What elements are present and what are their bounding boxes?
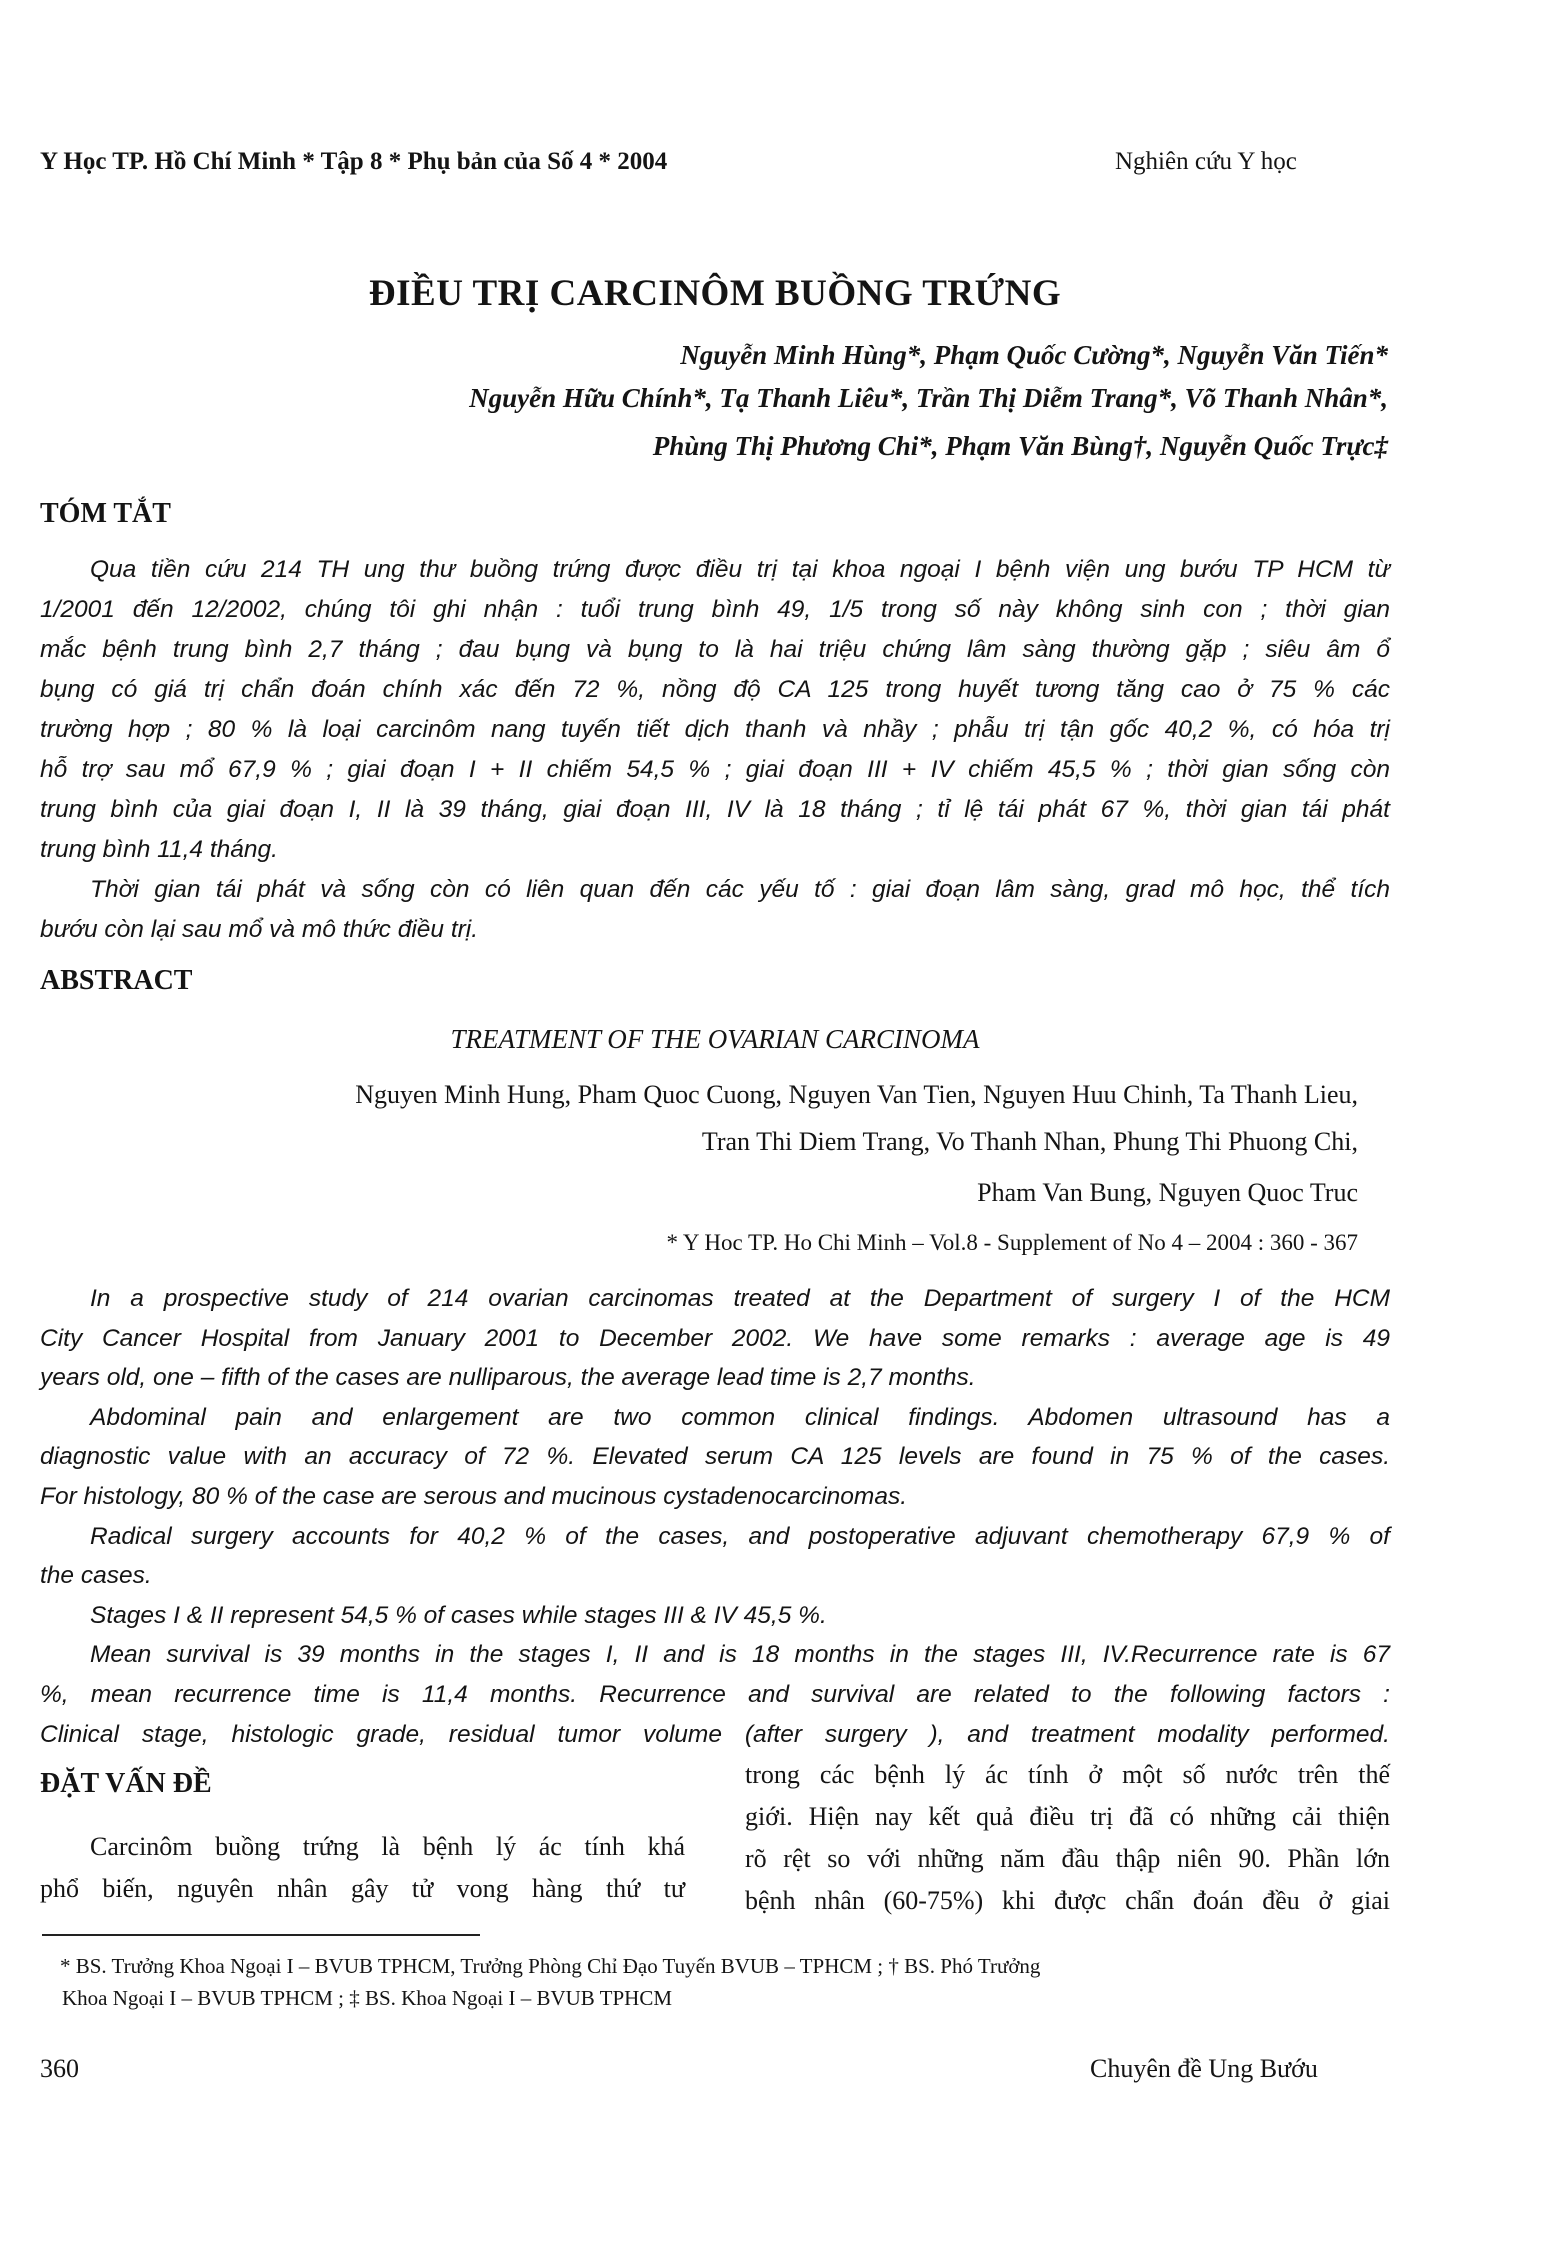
abstract-en-body bbox=[40, 1279, 1390, 1754]
intro-left-column bbox=[40, 1826, 685, 1910]
text-line: City Cancer Hospital from January 2001 to December 2002. We have some remarks : average age is 49 bbox=[40, 1324, 1390, 1352]
abstract-heading: ABSTRACT bbox=[40, 965, 193, 996]
text-line: hỗ trợ sau mổ 67,9 % ; giai đoạn I + II chiếm 54,5 % ; giai đoạn III + IV chiếm 45,5 % ; thời gian sống còn bbox=[40, 756, 1390, 783]
text-line: Qua tiền cứu 214 TH ung thư buồng trứng được điều trị tại khoa ngoại I bệnh viện ung bướu TP HCM từ bbox=[90, 556, 1390, 583]
author-line-en: Nguyen Minh Hung, Pham Quoc Cuong, Nguyen Van Tien, Nguyen Huu Chinh, Ta Thanh Lieu, bbox=[355, 1080, 1358, 1109]
journal-header: Y Học TP. Hồ Chí Minh * Tập 8 * Phụ bản của Số 4 * 2004 bbox=[40, 148, 668, 175]
text-line: Abdominal pain and enlargement are two common clinical findings. Abdomen ultrasound has a bbox=[90, 1403, 1390, 1431]
text-line: Mean survival is 39 months in the stages I, II and is 18 months in the stages III, IV.Recurrence rate is 67 bbox=[90, 1641, 1390, 1669]
text-line: diagnostic value with an accuracy of 72 %. Elevated serum CA 125 levels are found in 75 % of the cases. bbox=[40, 1443, 1390, 1471]
text-line: bụng có giá trị chẩn đoán chính xác đến 72 %, nồng độ CA 125 trong huyết tương tăng cao ở 75 % các bbox=[40, 676, 1390, 703]
footnote-rule bbox=[42, 1934, 480, 1936]
text-line: trung bình 11,4 tháng. bbox=[40, 836, 278, 863]
footer-topic: Chuyên đề Ung Bướu bbox=[1090, 2054, 1318, 2083]
author-line-en: Pham Van Bung, Nguyen Quoc Truc bbox=[977, 1178, 1358, 1207]
citation: * Y Hoc TP. Ho Chi Minh – Vol.8 - Supplement of No 4 – 2004 : 360 - 367 bbox=[666, 1230, 1358, 1255]
footnote-line: * BS. Trưởng Khoa Ngoại I – BVUB TPHCM, Trưởng Phòng Chỉ Đạo Tuyến BVUB – TPHCM ; † BS. Phó Trưởng bbox=[60, 1954, 1041, 1978]
text-line: Radical surgery accounts for 40,2 % of the cases, and postoperative adjuvant chemotherapy 67,9 % of bbox=[90, 1522, 1390, 1550]
text-line: Stages I & II represent 54,5 % of cases while stages III & IV 45,5 %. bbox=[90, 1601, 827, 1629]
section-header: Nghiên cứu Y học bbox=[1115, 148, 1297, 175]
author-line-en: Tran Thi Diem Trang, Vo Thanh Nhan, Phung Thi Phuong Chi, bbox=[701, 1127, 1358, 1156]
page-number: 360 bbox=[40, 2054, 79, 2083]
text-line: In a prospective study of 214 ovarian carcinomas treated at the Department of surgery I of the HCM bbox=[90, 1285, 1390, 1312]
intro-heading: ĐẶT VẤN ĐỀ bbox=[40, 1768, 212, 1799]
text-line: %, mean recurrence time is 11,4 months. Recurrence and survival are related to the following factors : bbox=[40, 1680, 1390, 1708]
text-line: mắc bệnh trung bình 2,7 tháng ; đau bụng và bụng to là hai triệu chứng lâm sàng thường gặp ; siêu âm ổ bbox=[40, 636, 1390, 663]
author-line: Phùng Thị Phương Chi*, Phạm Văn Bùng†, Nguyễn Quốc Trực‡ bbox=[652, 431, 1388, 461]
text-line: bướu còn lại sau mổ và mô thức điều trị. bbox=[40, 916, 479, 943]
author-line: Nguyễn Hữu Chính*, Tạ Thanh Liêu*, Trần Thị Diễm Trang*, Võ Thanh Nhân*, bbox=[469, 383, 1388, 413]
summary-heading: TÓM TẮT bbox=[40, 498, 171, 529]
footnote-line: Khoa Ngoại I – BVUB TPHCM ; ‡ BS. Khoa Ngoại I – BVUB TPHCM bbox=[62, 1986, 673, 2010]
text-line: Thời gian tái phát và sống còn có liên quan đến các yếu tố : giai đoạn lâm sàng, grad mô học, thể tích bbox=[90, 876, 1390, 903]
text-line: years old, one – fifth of the cases are nulliparous, the average lead time is 2,7 months. bbox=[40, 1364, 976, 1392]
text-line: trường hợp ; 80 % là loại carcinôm nang tuyến tiết dịch thanh và nhầy ; phẫu trị tận gốc 40,2 %, có hóa trị bbox=[40, 716, 1390, 743]
article-title: ĐIỀU TRỊ CARCINÔM BUỒNG TRỨNG bbox=[368, 273, 1062, 314]
text-line: trung bình của giai đoạn I, II là 39 tháng, giai đoạn III, IV là 18 tháng ; tỉ lệ tái phát 67 %, thời gian tái phát bbox=[40, 796, 1390, 823]
text-line: rõ rệt so với những năm đầu thập niên 90. Phần lớn bbox=[745, 1844, 1390, 1873]
text-line: 1/2001 đến 12/2002, chúng tôi ghi nhận : tuổi trung bình 49, 1/5 trong số này không sinh con ; thời gian bbox=[40, 596, 1390, 623]
abstract-title: TREATMENT OF THE OVARIAN CARCINOMA bbox=[450, 1024, 980, 1054]
text-line: For histology, 80 % of the case are serous and mucinous cystadenocarcinomas. bbox=[40, 1482, 908, 1510]
author-line: Nguyễn Minh Hùng*, Phạm Quốc Cường*, Nguyễn Văn Tiến* bbox=[680, 340, 1388, 370]
text-line: Clinical stage, histologic grade, residual tumor volume (after surgery ), and treatment modality performed. bbox=[40, 1720, 1390, 1748]
text-line: phổ biến, nguyên nhân gây tử vong hàng thứ tư bbox=[40, 1874, 685, 1903]
text-line: the cases. bbox=[40, 1562, 152, 1590]
text-line: bệnh nhân (60-75%) khi được chẩn đoán đều ở giai bbox=[745, 1886, 1390, 1915]
intro-right-column bbox=[745, 1754, 1390, 1922]
text-line: trong các bệnh lý ác tính ở một số nước trên thế bbox=[745, 1760, 1390, 1789]
text-line: giới. Hiện nay kết quả điều trị đã có những cải thiện bbox=[745, 1802, 1390, 1831]
text-line: Carcinôm buồng trứng là bệnh lý ác tính khá bbox=[90, 1832, 685, 1861]
summary-vi-body bbox=[40, 550, 1390, 950]
